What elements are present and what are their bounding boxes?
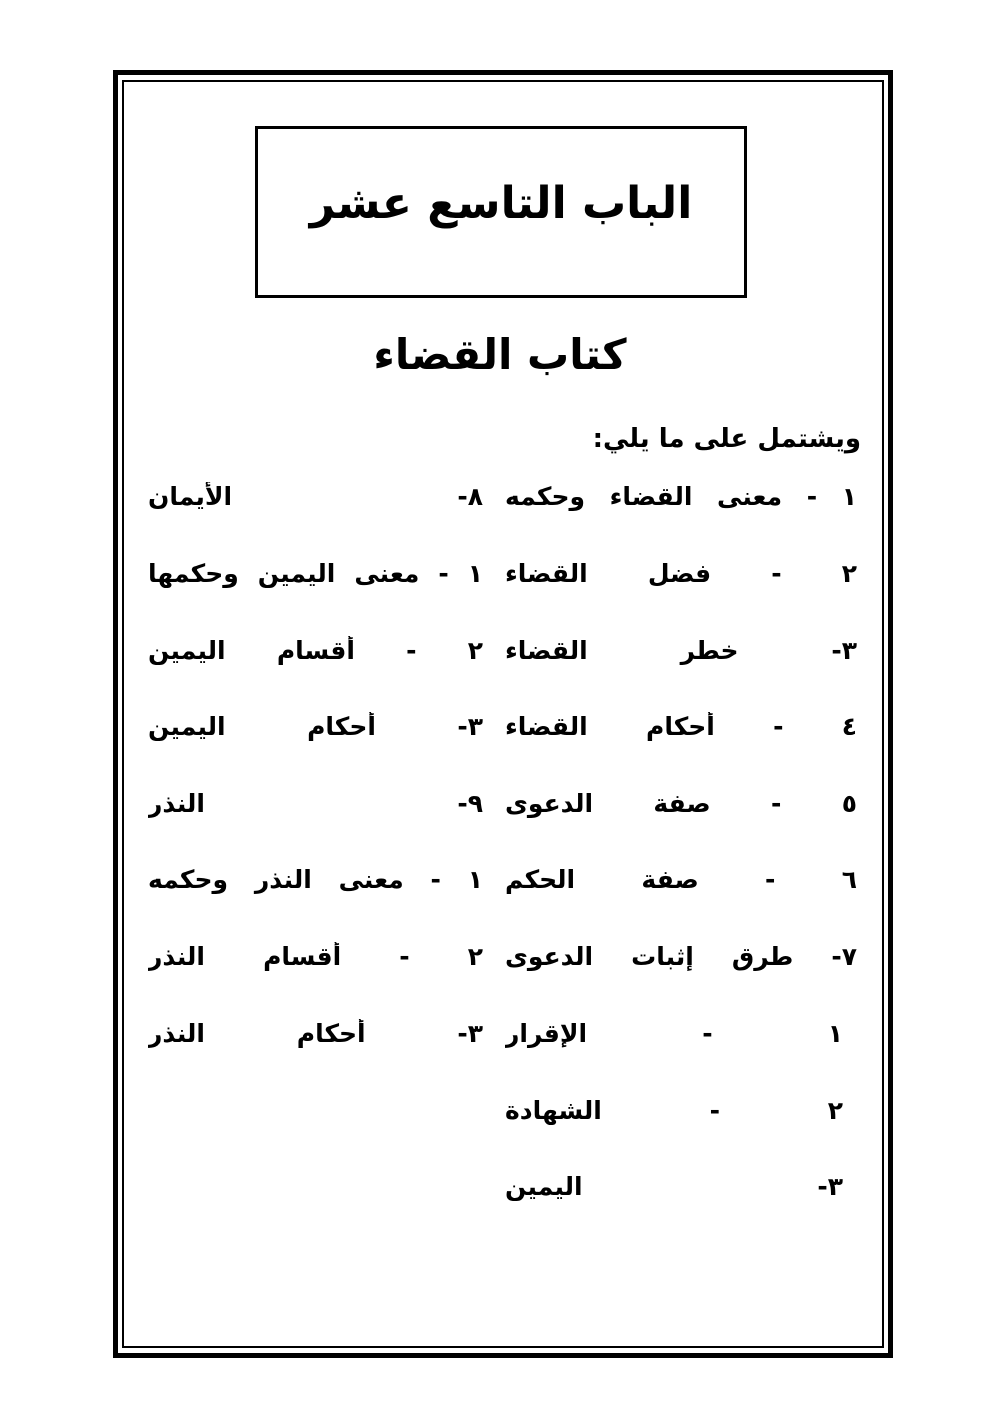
intro-text: ويشتمل على ما يلي:	[592, 424, 861, 454]
toc-item: ٥ - صفة الدعوى	[505, 789, 857, 818]
toc-item: ٢ - أقسام اليمين	[148, 636, 483, 665]
toc-item: ١ - معنى اليمين وحكمها	[148, 559, 483, 588]
toc-item: ٢ - أقسام النذر	[148, 942, 483, 971]
toc-item: ٧- طرق إثبات الدعوى	[505, 942, 857, 971]
toc-item: ٩- النذر	[148, 789, 483, 818]
book-title: كتاب القضاء	[373, 330, 627, 379]
toc-subitem: ١ - الإقرار	[505, 1019, 843, 1048]
toc-item: ٨- الأيمان	[148, 482, 483, 511]
toc-item: ٦ - صفة الحكم	[505, 865, 857, 894]
toc-item: ٣- خطر القضاء	[505, 636, 857, 665]
toc-item: ١ - معنى القضاء وحكمه	[505, 482, 857, 511]
toc-subitem: ٣- اليمين	[505, 1172, 843, 1201]
toc-item: ٤ - أحكام القضاء	[505, 712, 857, 741]
toc-item: ٢ - فضل القضاء	[505, 559, 857, 588]
toc-item: ١ - معنى النذر وحكمه	[148, 865, 483, 894]
chapter-title: الباب التاسع عشر	[309, 178, 693, 229]
toc-subitem: ٢ - الشهادة	[505, 1096, 843, 1125]
toc-item: ٣- أحكام النذر	[148, 1019, 483, 1048]
toc-item: ٣- أحكام اليمين	[148, 712, 483, 741]
